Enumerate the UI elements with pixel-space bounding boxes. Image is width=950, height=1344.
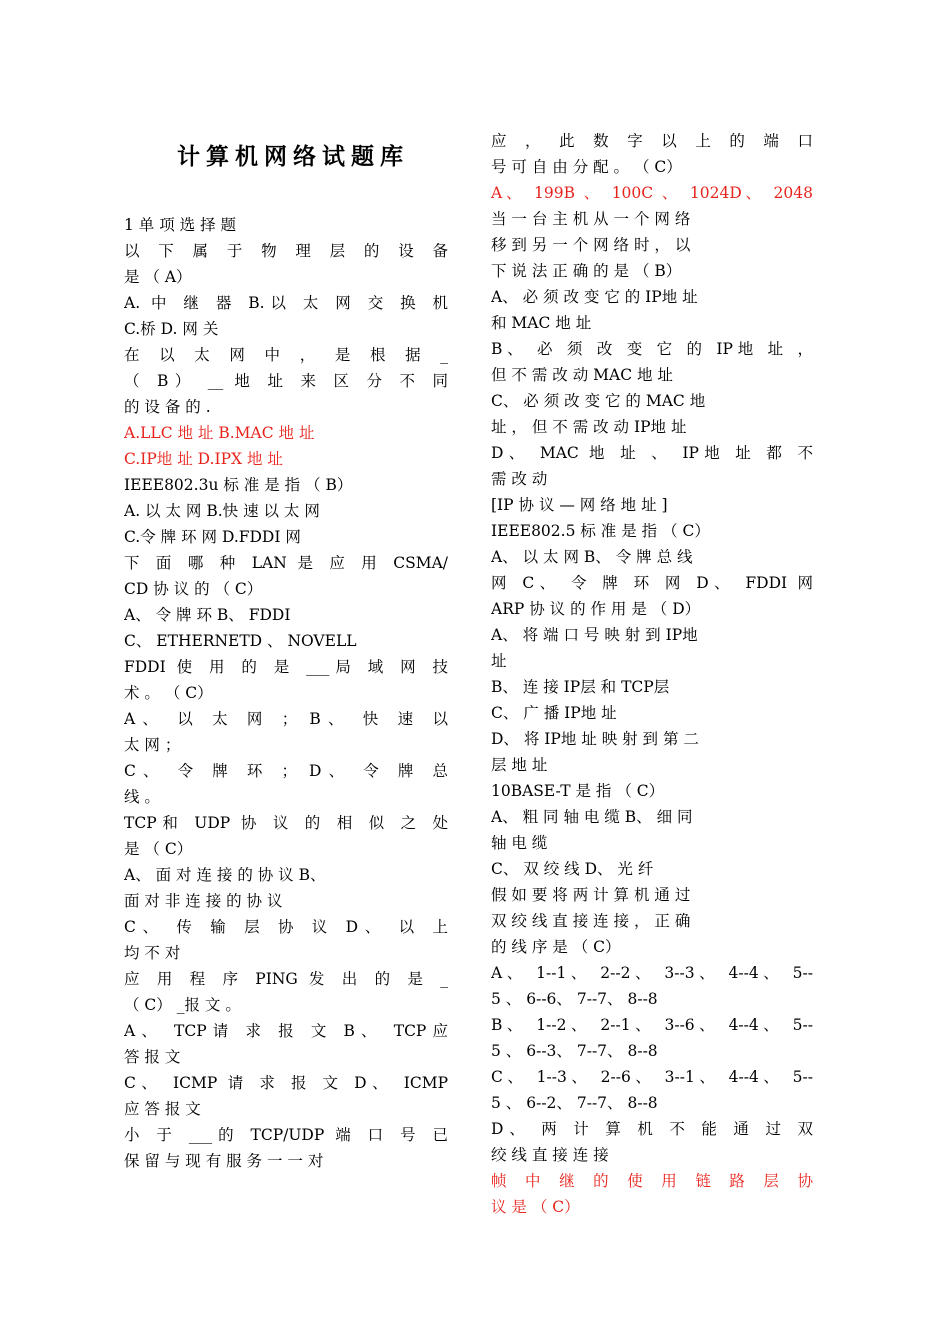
title-spacer — [124, 186, 448, 212]
text-line: C.令 牌 环 网 D.FDDI 网 — [124, 528, 301, 546]
text-line: [IP 协 议 — 网 络 地 址 ] — [491, 496, 668, 514]
text-line: 轴 电 缆 — [491, 834, 548, 852]
text-line: 太 网 ； — [124, 736, 181, 754]
text-line: IEEE802.3u 标 准 是 指 （ B） — [124, 476, 353, 494]
text-line: C、 传 输 层 协 议 D、 以 上 — [124, 918, 448, 936]
text-line: 号 可 自 由 分 配 。 （ C） — [491, 158, 682, 176]
text-line: 术 。 （ C） — [124, 684, 213, 702]
text-line: 保 留 与 现 有 服 务 一 一 对 — [124, 1152, 324, 1170]
text-line: 址 ， 但 不 需 改 动 IP地 址 — [491, 418, 687, 436]
text-line: A、 面 对 连 接 的 协 议 B、 — [124, 866, 326, 884]
text-line: 5 、 6--2、 7--7、 8--8 — [491, 1094, 658, 1112]
text-line: CD 协 议 的 （ C） — [124, 580, 263, 598]
text-line: A、 以 太 网 ； B、 快 速 以 — [124, 710, 448, 728]
text-line: C、 必 须 改 变 它 的 MAC 地 — [491, 392, 706, 410]
text-line: （ C） _报 文 。 — [124, 996, 241, 1014]
text-line: 址 — [491, 652, 507, 670]
text-line: 层 地 址 — [491, 756, 548, 774]
text-line: 以 下 属 于 物 理 层 的 设 备 — [124, 242, 448, 260]
text-line: D、 将 IP地 址 映 射 到 第 二 — [491, 730, 699, 748]
text-line: D、 MAC 地 址 、 IP地 址 都 不 — [491, 444, 813, 462]
text-line: C.IP地 址 D.IPX 地 址 — [124, 450, 283, 468]
text-line: 但 不 需 改 动 MAC 地 址 — [491, 366, 673, 384]
text-line: A. 中 继 器 B.以 太 网 交 换 机 — [124, 294, 448, 312]
text-line: 答 报 文 — [124, 1048, 181, 1066]
text-line: C、 双 绞 线 D、 光 纤 — [491, 860, 654, 878]
text-line: A、 TCP请 求 报 文 B、 TCP应 — [124, 1022, 448, 1040]
text-line: （ B） __ 地 址 来 区 分 不 同 — [124, 372, 448, 390]
text-line: 1 单 项 选 择 题 — [124, 216, 236, 234]
text-line: 应 ， 此 数 字 以 上 的 端 口 — [491, 132, 813, 150]
left-column — [124, 128, 448, 1174]
text-line: 10BASE-T 是 指 （ C） — [491, 782, 665, 800]
text-line: 是 （ A） — [124, 268, 192, 286]
text-line: B、 连 接 IP层 和 TCP层 — [491, 678, 670, 696]
text-line: A.LLC 地 址 B.MAC 地 址 — [124, 424, 315, 442]
text-line: 5 、 6--6、 7--7、 8--8 — [491, 990, 658, 1008]
text-line: 面 对 非 连 接 的 协 议 — [124, 892, 283, 910]
text-line: B、 1--2、 2--1、 3--6、 4--4、 5-- — [491, 1016, 813, 1034]
text-line: 是 （ C） — [124, 840, 193, 858]
text-line: C.桥 D. 网 关 — [124, 320, 219, 338]
text-line: IEEE802.5 标 准 是 指 （ C） — [491, 522, 710, 540]
text-line: 线 。 — [124, 788, 160, 806]
left-column-text — [124, 212, 448, 1174]
text-line: C、 广 播 IP地 址 — [491, 704, 617, 722]
text-line: 5 、 6--3、 7--7、 8--8 — [491, 1042, 658, 1060]
text-line: 帧 中 继 的 使 用 链 路 层 协 — [491, 1172, 813, 1190]
text-line: 议 是 （ C） — [491, 1198, 580, 1216]
text-line: 假 如 要 将 两 计 算 机 通 过 — [491, 886, 691, 904]
text-line: 绞 线 直 接 连 接 — [491, 1146, 609, 1164]
text-line: 的 线 序 是 （ C） — [491, 938, 621, 956]
text-line: 应 用 程 序 PING 发 出 的 是 _ — [124, 970, 448, 988]
text-line: B、 必 须 改 变 它 的 IP地 址 ， — [491, 340, 813, 358]
text-line: D、 两 计 算 机 不 能 通 过 双 — [491, 1120, 813, 1138]
text-line: C、 1--3、 2--6、 3--1、 4--4、 5-- — [491, 1068, 813, 1086]
text-line: A、 必 须 改 变 它 的 IP地 址 — [491, 288, 698, 306]
text-line: A. 以 太 网 B.快 速 以 太 网 — [124, 502, 320, 520]
right-column — [491, 128, 813, 1220]
right-column-text — [491, 128, 813, 1220]
document-title: 计算机网络试题库 — [177, 144, 409, 170]
text-line: 下 面 哪 种 LAN 是 应 用 CSMA/ — [124, 554, 448, 572]
text-line: 小 于 ___的 TCP/UDP 端 口 号 已 — [124, 1126, 448, 1144]
text-line: A、 199B 、 100C 、 1024D、 2048 — [491, 184, 813, 202]
text-line: C、 ICMP 请 求 报 文 D、 ICMP — [124, 1074, 448, 1092]
text-line: 需 改 动 — [491, 470, 548, 488]
text-line: 在 以 太 网 中 ， 是 根 据 _ — [124, 346, 448, 364]
text-line: 移 到 另 一 个 网 络 时 ， 以 — [491, 236, 691, 254]
text-line: A、 以 太 网 B、 令 牌 总 线 — [491, 548, 693, 566]
text-line: 的 设 备 的 . — [124, 398, 211, 416]
text-line: FDDI 使 用 的 是 ___局 域 网 技 — [124, 658, 448, 676]
text-line: A、 令 牌 环 B、 FDDI — [124, 606, 291, 624]
text-line: A、 粗 同 轴 电 缆 B、 细 同 — [491, 808, 693, 826]
text-line: C、 令 牌 环 ； D、 令 牌 总 — [124, 762, 448, 780]
text-line: TCP和 UDP 协 议 的 相 似 之 处 — [124, 814, 448, 832]
text-line: C、 ETHERNETD 、 NOVELL — [124, 632, 357, 650]
text-line: ARP 协 议 的 作 用 是 （ D） — [491, 600, 701, 618]
text-line: 应 答 报 文 — [124, 1100, 201, 1118]
text-line: A、 1--1、 2--2、 3--3、 4--4、 5-- — [491, 964, 813, 982]
text-line: 当 一 台 主 机 从 一 个 网 络 — [491, 210, 691, 228]
text-line: A、 将 端 口 号 映 射 到 IP地 — [491, 626, 698, 644]
text-line: 双 绞 线 直 接 连 接 ， 正 确 — [491, 912, 691, 930]
text-line: 和 MAC 地 址 — [491, 314, 592, 332]
text-line: 下 说 法 正 确 的 是 （ B） — [491, 262, 682, 280]
text-line: 均 不 对 — [124, 944, 181, 962]
text-line: 网 C、 令 牌 环 网 D、 FDDI 网 — [491, 574, 813, 592]
